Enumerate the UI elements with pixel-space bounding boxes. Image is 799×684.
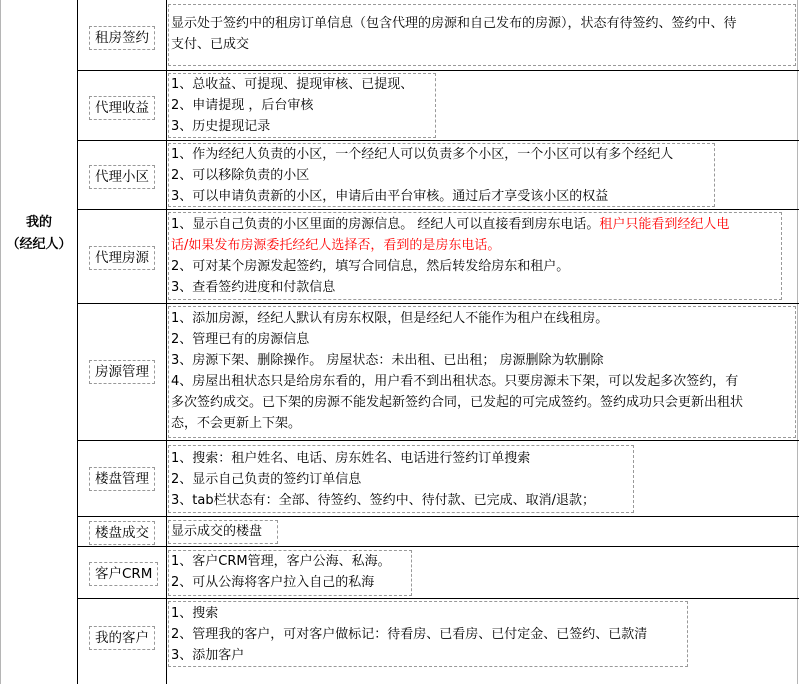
content-line: 显示处于签约中的租房订单信息（包含代理的房源和自己发布的房源），状态有待签约、签约中、待 — [171, 16, 737, 31]
content-line: 3、历史提现记录 — [171, 119, 271, 134]
row-label-agent-listings: 代理房源 — [89, 246, 155, 270]
table-border — [0, 0, 1, 684]
row-divider — [77, 209, 799, 210]
content-line: 2、可对某个房源发起签约，填写合同信息，然后转发给房东和租户。 — [171, 259, 570, 274]
row-divider — [77, 516, 799, 517]
row-content-agent-community — [171, 144, 673, 207]
row-content-agent-listings — [171, 214, 729, 298]
content-line: 1、搜索 — [171, 606, 219, 621]
row-content-my-customers — [171, 603, 647, 666]
row-divider — [77, 70, 799, 71]
row-divider — [77, 303, 799, 304]
content-line: 3、可以申请负责新的小区，申请后由平台审核。通过后才享受该小区的权益 — [171, 189, 609, 204]
content-line: 3、房源下架、删除操作。 房屋状态：未出租、已出租； 房源删除为软删除 — [171, 353, 604, 368]
row-divider — [77, 546, 799, 547]
category-cell — [0, 212, 78, 262]
content-line: 多次签约成交。已下架的房源不能发起新签约合同，已发起的可完成签约。签约成功只会更新出租状 — [171, 395, 744, 410]
table-border — [166, 0, 167, 684]
category-subtitle: （经纪人） — [6, 237, 72, 252]
row-divider — [77, 440, 799, 441]
row-divider — [77, 140, 799, 141]
row-content-rental-signing — [171, 13, 737, 55]
row-content-customer-crm — [171, 551, 391, 593]
table-border — [77, 0, 78, 684]
row-content-agent-earnings — [171, 74, 413, 137]
row-divider — [77, 598, 799, 599]
content-line: 2、管理已有的房源信息 — [171, 332, 310, 347]
content-line — [171, 214, 729, 235]
content-line: 3、查看签约进度和付款信息 — [171, 280, 336, 295]
content-line: 2、可以移除负责的小区 — [171, 168, 310, 183]
row-label-rental-signing: 租房签约 — [89, 26, 155, 50]
row-label-customer-crm: 客户CRM — [89, 562, 158, 586]
content-text: 1、显示自己负责的小区里面的房源信息。 经纪人可以直接看到房东电话。 — [171, 217, 600, 232]
content-line: 4、房屋出租状态只是给房东看的，用户看不到出租状态。只要房源未下架，可以发起多次签约，有 — [171, 374, 739, 389]
category-title: 我的 — [25, 215, 52, 230]
content-line: 3、添加客户 — [171, 648, 245, 663]
content-line: 态，不会更新上下架。 — [171, 416, 302, 431]
content-line: 1、作为经纪人负责的小区，一个经纪人可以负责多个小区，一个小区可以有多个经纪人 — [171, 147, 674, 162]
content-line: 1、总收益、可提现、提现审核、已提现、 — [171, 77, 414, 92]
content-line: 支付、已成交 — [171, 37, 250, 52]
row-content-property-management — [171, 448, 595, 511]
content-line: 2、显示自己负责的签约订单信息 — [171, 472, 362, 487]
content-line: 2、申请提现 ，后台审核 — [171, 98, 314, 113]
row-label-agent-community: 代理小区 — [89, 165, 155, 189]
content-line: 2、可从公海将客户拉入自己的私海 — [171, 575, 375, 590]
row-label-listing-management: 房源管理 — [89, 360, 155, 384]
content-line: 显示成交的楼盘 — [171, 524, 263, 539]
row-label-property-management: 楼盘管理 — [89, 467, 155, 491]
content-line: 3、tab栏状态有：全部、待签约、签约中、待付款、已完成、取消/退款； — [171, 493, 595, 508]
content-line: 1、客户CRM管理，客户公海、私海。 — [171, 554, 391, 569]
row-label-my-customers: 我的客户 — [89, 626, 155, 650]
content-line: 1、添加房源，经纪人默认有房东权限，但是经纪人不能作为租户在线租房。 — [171, 311, 609, 326]
highlight-line: 话/如果发布房源委托经纪人选择否，看到的是房东电话。 — [171, 238, 501, 253]
row-content-property-deals — [171, 521, 262, 542]
content-line: 1、搜索：租户姓名、电话、房东姓名、电话进行签约订单搜索 — [171, 451, 531, 466]
row-label-property-deals: 楼盘成交 — [89, 521, 155, 545]
table-border — [797, 0, 798, 684]
content-line: 2、管理我的客户，可对客户做标记：待看房、已看房、已付定金、已签约、已款清 — [171, 627, 648, 642]
highlight-text: 租户只能看到经纪人电 — [599, 217, 730, 232]
row-content-listing-management — [171, 308, 743, 434]
row-label-agent-earnings: 代理收益 — [89, 96, 155, 120]
